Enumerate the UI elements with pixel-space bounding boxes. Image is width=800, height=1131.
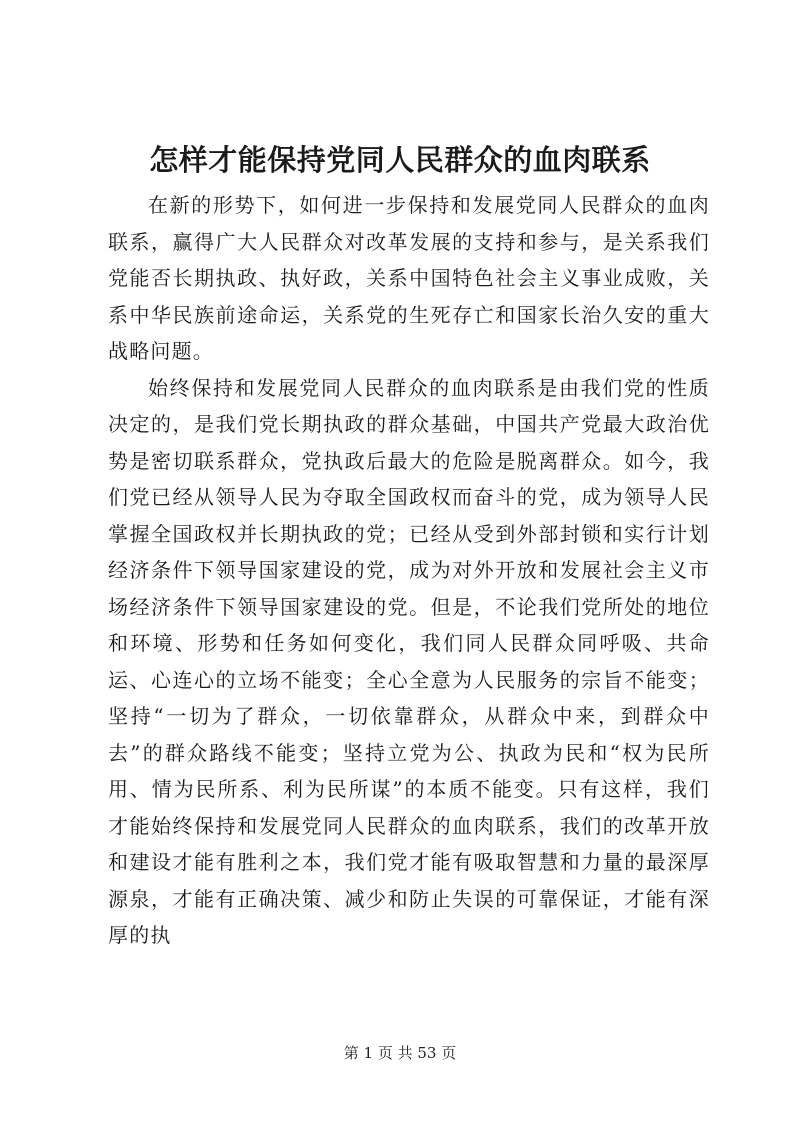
page-number-footer: 第 1 页 共 53 页 <box>343 1044 457 1062</box>
document-title: 怎样才能保持党同人民群众的血肉联系 <box>149 143 651 177</box>
document-body <box>108 187 710 954</box>
paragraph: 在新的形势下，如何进一步保持和发展党同人民群众的血肉联系，赢得广大人民群众对改革发展的支持和参与，是关系我们党能否长期执政、执好政，关系中国特色社会主义事业成败，关系中华民族前途命运，关系党的生死存亡和国家长治久安的重大战略问题。 <box>108 193 710 363</box>
paragraph: 始终保持和发展党同人民群众的血肉联系是由我们党的性质决定的，是我们党长期执政的群众基础，中国共产党最大政治优势是密切联系群众，党执政后最大的危险是脱离群众。如今，我们党已经从领导人民为夺取全国政权而奋斗的党，成为领导人民掌握全国政权并长期执政的党；已经从受到外部封锁和实行计划经济条件下领导国家建设的党，成为对外开放和发展社会主义市场经济条件下领导国家建设的党。但是，不论我们党所处的地位和环境、形势和任务如何变化，我们同人民群众同呼吸、共命运、心连心的立场不能变；全心全意为人民服务的宗旨不能变；坚持“一切为了群众，一切依靠群众，从群众中来，到群众中去”的群众路线不能变；坚持立党为公、执政为民和“权为民所用、情为民所系、利为民所谋”的本质不能变。只有这样，我们才能始终保持和发展党同人民群众的血肉联系，我们的改革开放和建设才能有胜利之本，我们党才能有吸取智慧和力量的最深厚源泉，才能有正确决策、减少和防止失误的可靠保证，才能有深厚的执 <box>108 375 710 947</box>
